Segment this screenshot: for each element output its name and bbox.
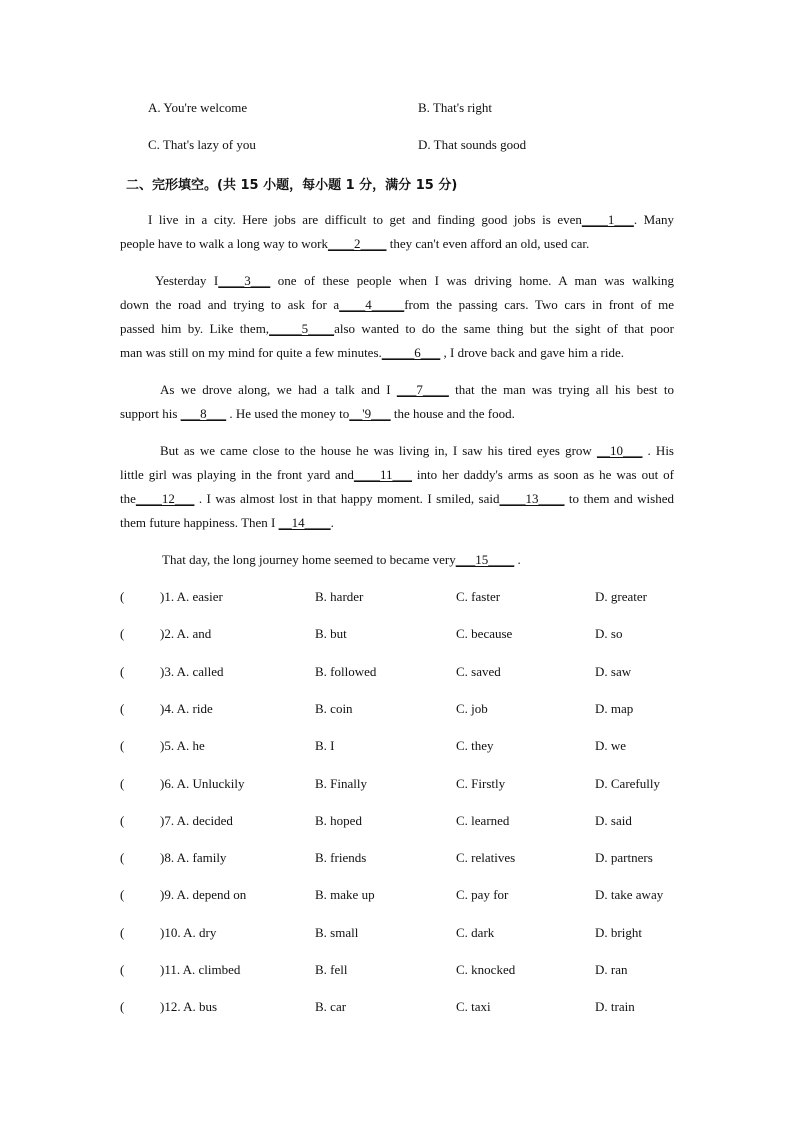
question-option-c: C. taxi [456, 999, 491, 1014]
question-option-c: C. learned [456, 813, 510, 828]
blank-2: ____2____ [327, 236, 387, 251]
question-paren: ( [120, 701, 125, 716]
question-option-b: B. Finally [315, 776, 368, 791]
question-option-b: B. make up [315, 887, 375, 902]
question-row [120, 738, 680, 758]
question-option-a: )9. A. depend on [160, 887, 247, 902]
blank-11: ____11___ [353, 467, 412, 482]
question-paren: ( [120, 962, 125, 977]
question-option-d: D. so [595, 626, 623, 641]
question-row [120, 850, 680, 870]
question-option-b: B. followed [315, 664, 377, 679]
passage-line: But as we came close to the house he was living in, I saw his tired eyes grow __10___ . His [160, 443, 674, 458]
passage-line: the____12___ . I was almost lost in that happy moment. I smiled, said____13____ to them and wished [120, 491, 674, 506]
blank-10: __10___ [596, 443, 643, 458]
question-option-b: B. hoped [315, 813, 362, 828]
passage-paragraph-2 [120, 269, 674, 365]
option-b: B. That's right [418, 100, 492, 115]
question-option-a: )2. A. and [160, 626, 212, 641]
passage-line: passed him by. Like them,_____5____also wanted to do the same thing but the sight of that poor [120, 321, 674, 336]
question-option-c: C. dark [456, 925, 495, 940]
question-option-b: B. coin [315, 701, 353, 716]
question-row [120, 701, 680, 721]
blank-12: ____12___ [135, 491, 195, 506]
question-option-c: C. relatives [456, 850, 516, 865]
blank-7: ___7____ [396, 382, 449, 397]
question-option-c: C. saved [456, 664, 501, 679]
passage-line: As we drove along, we had a talk and I ___7____ that the man was trying all his best to [160, 382, 674, 397]
question-option-a: )7. A. decided [160, 813, 233, 828]
question-option-d: D. map [595, 701, 634, 716]
blank-3: ____3___ [218, 273, 271, 288]
question-row [120, 589, 680, 609]
passage-line: down the road and trying to ask for a____4_____from the passing cars. Two cars in front of me [120, 297, 674, 312]
question-option-a: )11. A. climbed [160, 962, 241, 977]
question-paren: ( [120, 664, 125, 679]
question-option-b: B. but [315, 626, 347, 641]
blank-15: ___15____ [455, 552, 515, 567]
question-row [120, 776, 680, 796]
blank-5: _____5____ [269, 321, 335, 336]
question-option-c: C. knocked [456, 962, 516, 977]
passage-line: man was still on my mind for quite a few minutes._____6___ , I drove back and gave him a ride. [120, 345, 624, 360]
passage-paragraph-4 [120, 439, 674, 535]
blank-13: ____13____ [499, 491, 565, 506]
question-paren: ( [120, 626, 125, 641]
question-option-b: B. harder [315, 589, 364, 604]
blank-6: _____6___ [381, 345, 441, 360]
question-paren: ( [120, 738, 125, 753]
question-option-a: )4. A. ride [160, 701, 213, 716]
question-option-d: D. Carefully [595, 776, 660, 791]
question-option-a: )1. A. easier [160, 589, 223, 604]
question-option-a: )8. A. family [160, 850, 227, 865]
question-option-c: C. faster [456, 589, 501, 604]
blank-1: ____1___ [581, 212, 634, 227]
question-row [120, 925, 680, 945]
question-paren: ( [120, 813, 125, 828]
question-option-c: C. job [456, 701, 488, 716]
passage-paragraph-3 [120, 378, 674, 426]
blank-4: ____4_____ [339, 297, 405, 312]
question-option-d: D. greater [595, 589, 647, 604]
question-option-d: D. said [595, 813, 632, 828]
passage-line: little girl was playing in the front yard and____11___ into her daddy's arms as soon as he was out of [120, 467, 674, 482]
question-option-c: C. they [456, 738, 494, 753]
question-row [120, 962, 680, 982]
question-row [120, 813, 680, 833]
question-option-c: C. pay for [456, 887, 509, 902]
question-row [120, 999, 680, 1019]
question-option-a: )10. A. dry [160, 925, 217, 940]
question-option-d: D. train [595, 999, 635, 1014]
question-option-d: D. take away [595, 887, 664, 902]
blank-8: ___8___ [180, 406, 227, 421]
option-c: C. That's lazy of you [148, 137, 256, 152]
question-option-d: D. bright [595, 925, 642, 940]
question-option-d: D. partners [595, 850, 653, 865]
question-option-d: D. we [595, 738, 627, 753]
question-option-d: D. ran [595, 962, 628, 977]
question-option-a: )12. A. bus [160, 999, 218, 1014]
passage-line: them future happiness. Then I __14____. [120, 515, 334, 530]
question-option-a: )6. A. Unluckily [160, 776, 245, 791]
question-option-c: C. Firstly [456, 776, 506, 791]
question-paren: ( [120, 589, 125, 604]
option-a: A. You're welcome [148, 100, 248, 115]
passage-line: That day, the long journey home seemed to became very___15____ . [162, 552, 521, 567]
passage-line: Yesterday I____3___ one of these people when I was driving home. A man was walking [155, 273, 674, 288]
passage-paragraph-1 [120, 208, 674, 256]
question-paren: ( [120, 850, 125, 865]
question-row [120, 626, 680, 646]
blank-14: __14____ [278, 515, 331, 530]
question-paren: ( [120, 999, 125, 1014]
option-d: D. That sounds good [418, 137, 527, 152]
question-option-b: B. car [315, 999, 347, 1014]
question-paren: ( [120, 925, 125, 940]
passage-line: support his ___8___ . He used the money to__'9___ the house and the food. [120, 406, 515, 421]
question-row [120, 887, 680, 907]
question-option-b: B. small [315, 925, 359, 940]
section-heading: 二、完形填空。(共 15 小题，每小题 1 分，满分 15 分) [126, 178, 458, 193]
question-option-a: )5. A. he [160, 738, 205, 753]
blank-9: __'9___ [349, 406, 391, 421]
passage-line: people have to walk a long way to work____2____ they can't even afford an old, used car. [120, 236, 590, 251]
passage-line: I live in a city. Here jobs are difficult to get and finding good jobs is even____1___. Many [148, 212, 674, 227]
question-paren: ( [120, 887, 125, 902]
question-row [120, 664, 680, 684]
question-option-b: B. friends [315, 850, 367, 865]
question-option-a: )3. A. called [160, 664, 224, 679]
passage-paragraph-5 [120, 548, 674, 572]
question-option-b: B. I [315, 738, 335, 753]
question-paren: ( [120, 776, 125, 791]
question-option-c: C. because [456, 626, 513, 641]
question-option-b: B. fell [315, 962, 348, 977]
question-option-d: D. saw [595, 664, 632, 679]
